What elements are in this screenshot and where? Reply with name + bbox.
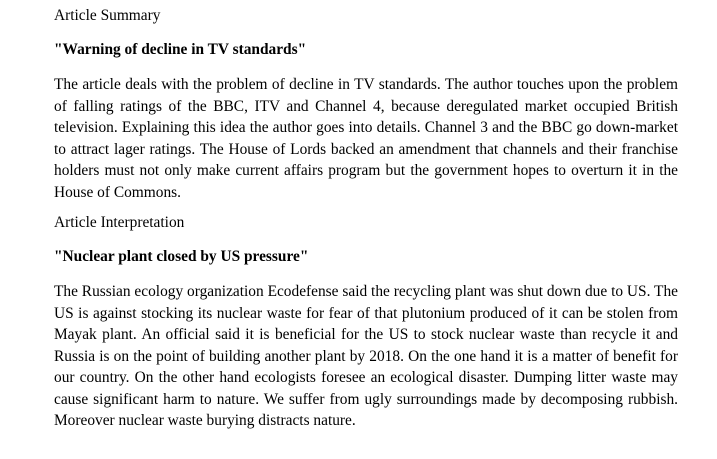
- interpretation-article-title: "Nuclear plant closed by US pressure": [54, 247, 309, 265]
- article-summary-heading: Article Summary: [54, 7, 161, 24]
- summary-article-title: "Warning of decline in TV standards": [54, 40, 307, 58]
- article-interpretation-heading: Article Interpretation: [54, 214, 185, 231]
- document-page: [54, 5, 678, 432]
- summary-paragraph: The article deals with the problem of decline in TV standards. The author touches upon the problem of falling ratings of the BBC, ITV and Channel 4, because deregulated market occupied British television. Explaining this idea the author goes into details. Channel 3 and the BBC go down-market to attract lager ratings. The House of Lords backed an amendment that channels and their franchise holders must not only make current affairs program but the government hopes to overturn it in the House of Commons.: [54, 76, 678, 201]
- interpretation-paragraph: The Russian ecology organization Ecodefense said the recycling plant was shut down due to US. The US is against stocking its nuclear waste for fear of that plutonium produced of it can be stolen from Mayak plant. An official said it is beneficial for the US to stock nuclear waste than recycle it and Russia is on the point of building another plant by 2018. On the one hand it is a matter of benefit for our country. On the other hand ecologists foresee an ecological disaster. Dumping litter waste may cause significant harm to nature. We suffer from ugly surroundings made by decomposing rubbish. Moreover nuclear waste burying distracts nature.: [54, 283, 678, 429]
- article-interpretation-section: [54, 212, 678, 432]
- article-summary-section: [54, 5, 678, 203]
